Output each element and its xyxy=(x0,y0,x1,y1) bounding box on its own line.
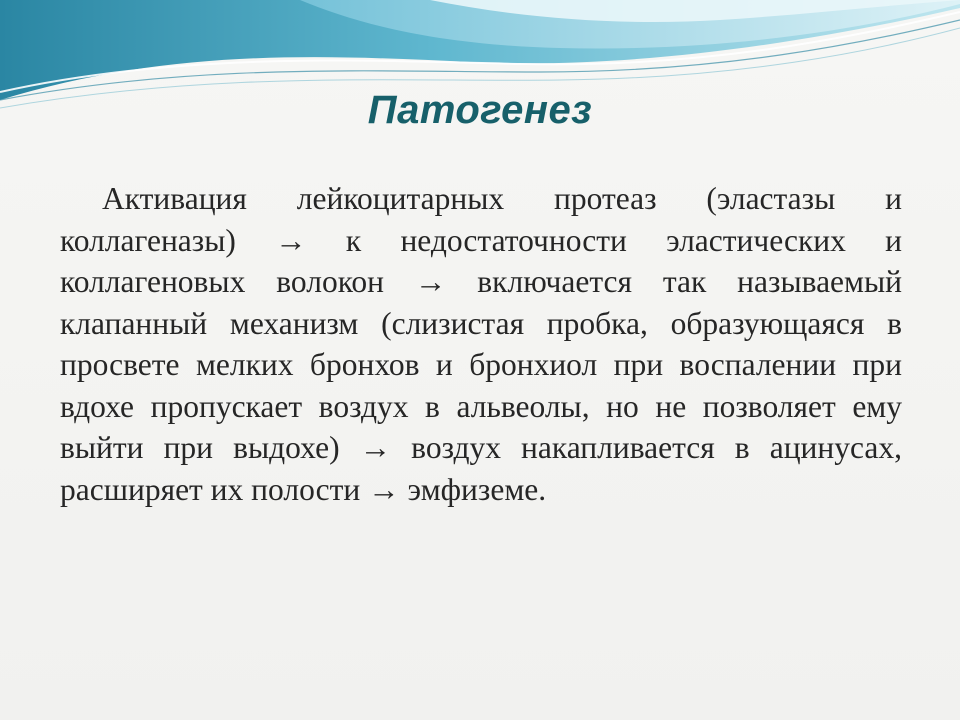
slide-title: Патогенез xyxy=(367,88,593,132)
slide-body-text: Активация лейкоцитарных протеаз (эластазы и коллагеназы) → к недостаточности эластических и коллагеновых волокон → включается так называемый клапанный механизм (слизистая пробка, образующаяся в просвете мелких бронхов и бронхиол при воспалении при вдохе пропускает воздух в альвеолы, но не позволяет ему выйти при выдохе) → воздух накапливается в ацинусах, расширяет их полости → эмфиземе. xyxy=(60,181,902,507)
